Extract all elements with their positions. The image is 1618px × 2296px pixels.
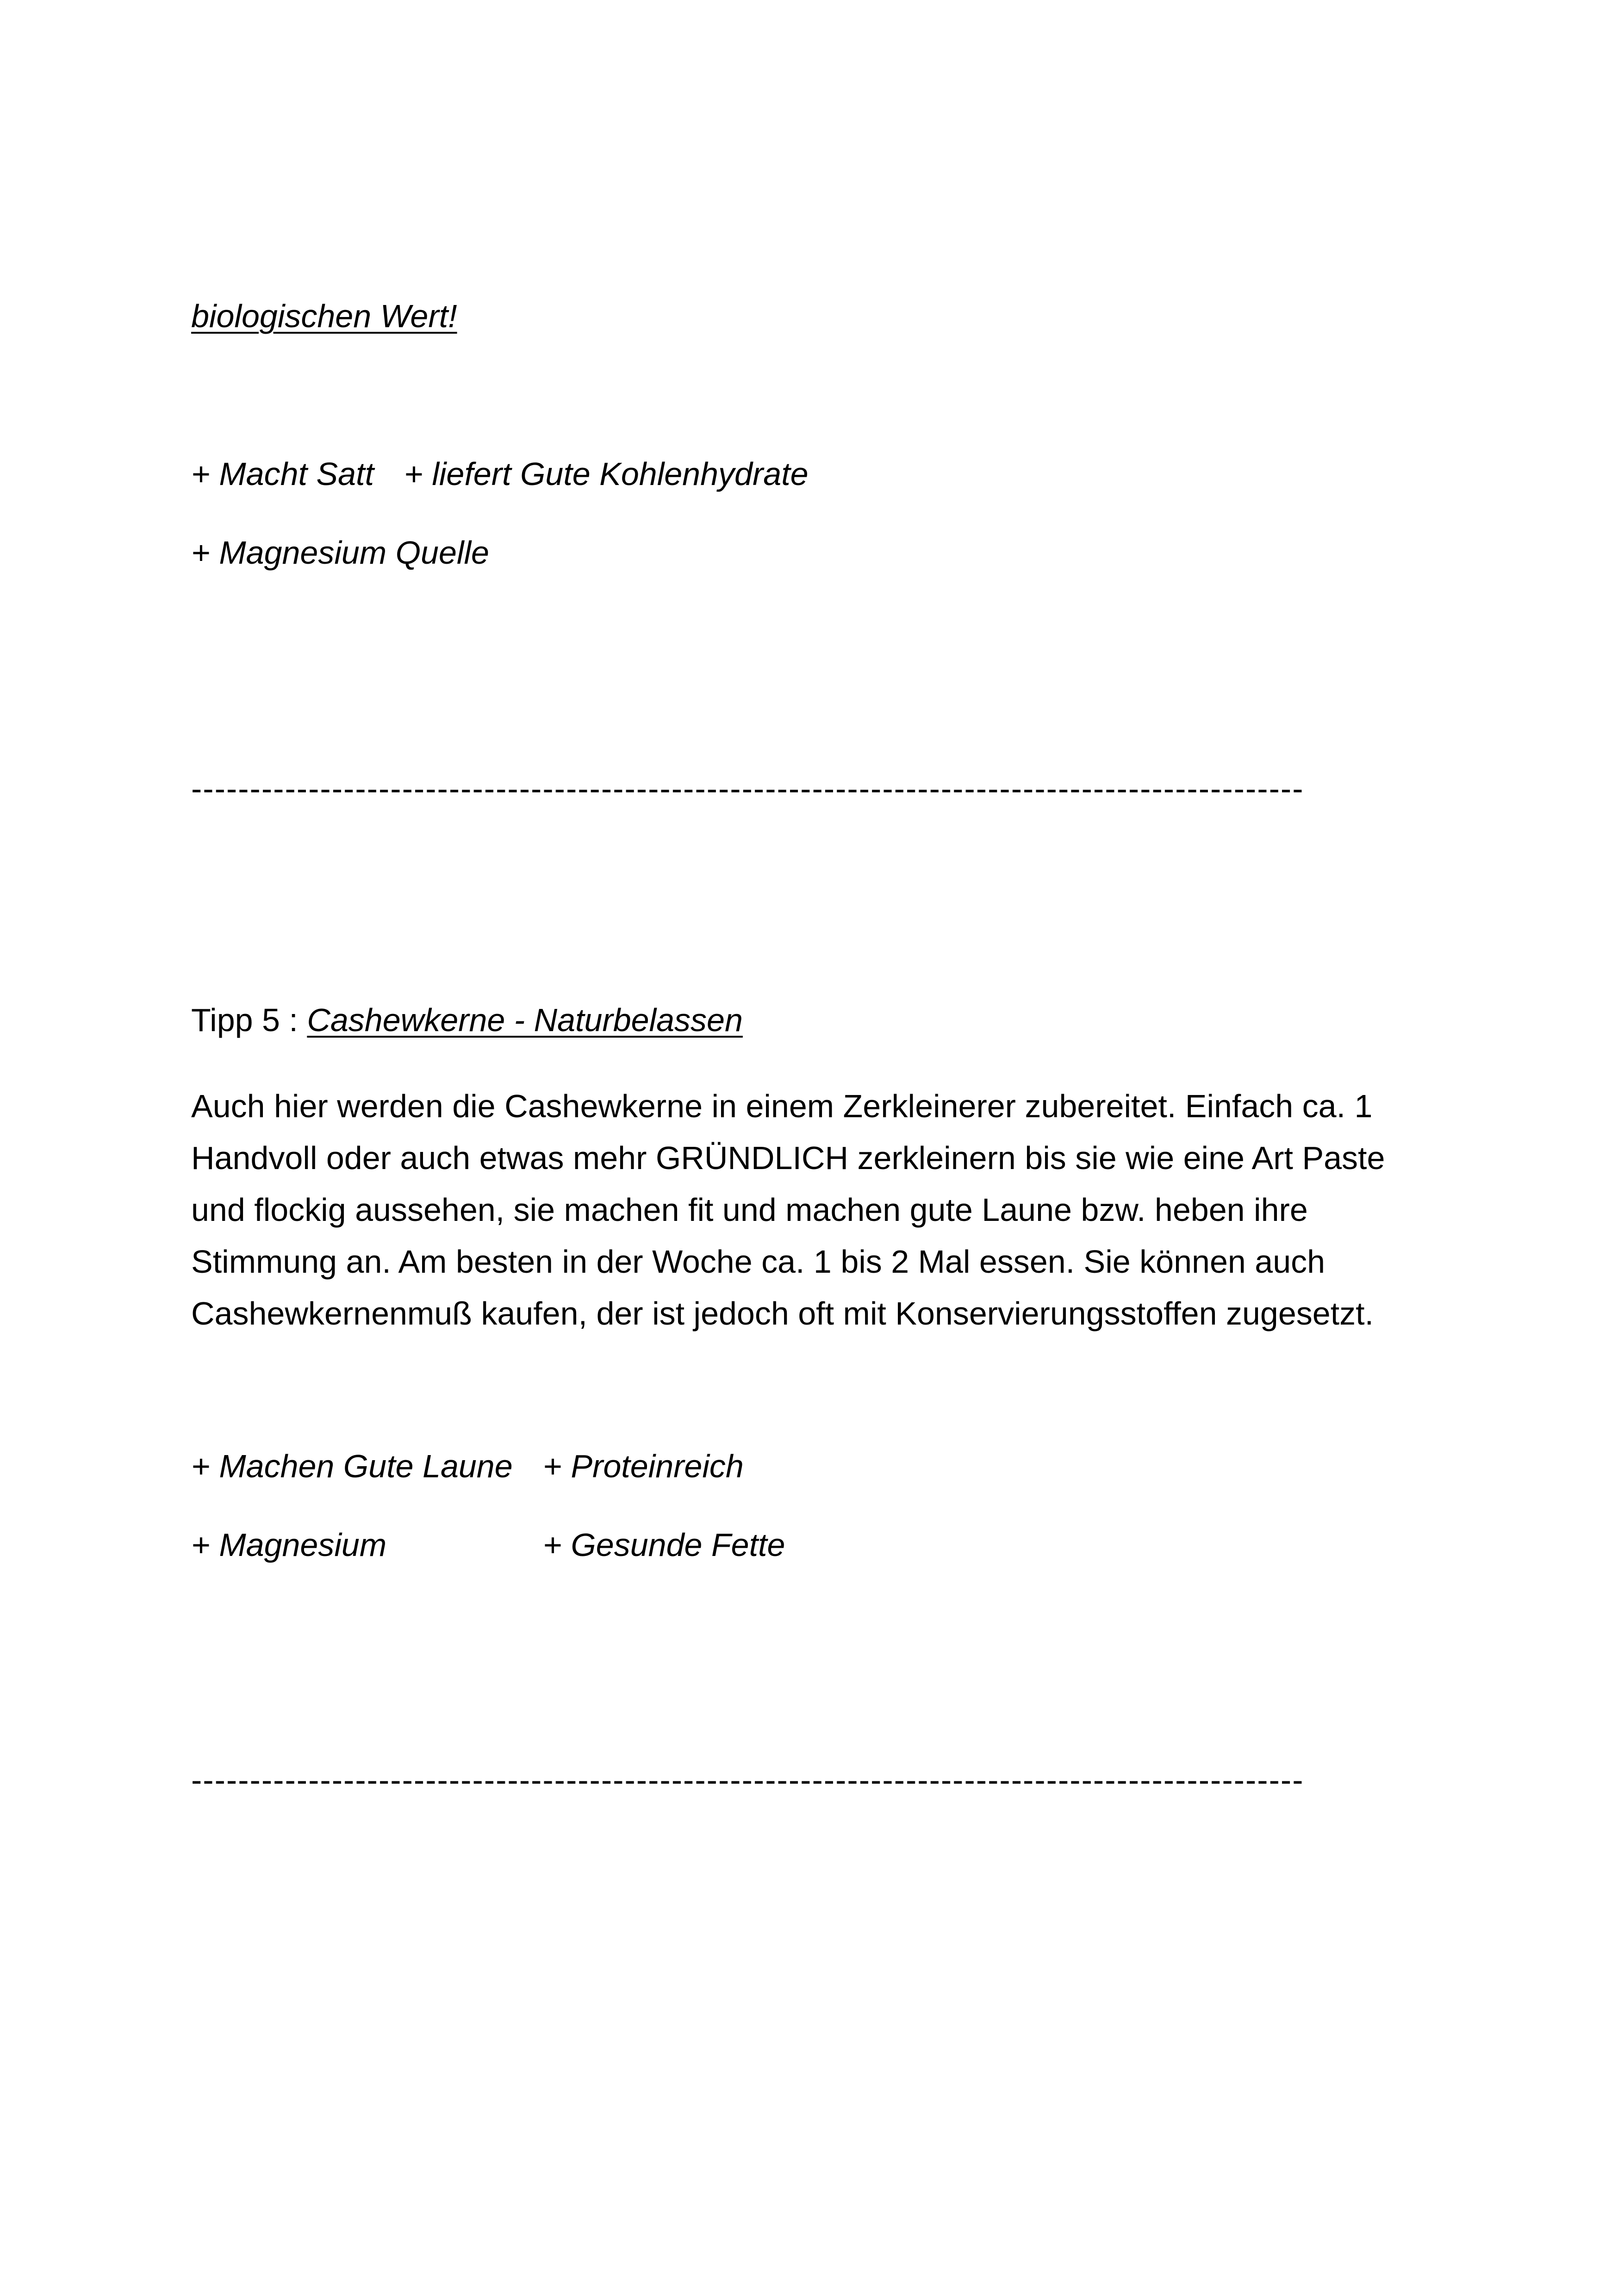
benefit-item: + liefert Gute Kohlenhydrate bbox=[404, 456, 809, 492]
benefit-item: + Magnesium Quelle bbox=[191, 535, 489, 571]
paragraph-line: Auch hier werden die Cashewkerne in einem Zerkleinerer zubereitet. Einfach ca. 1 bbox=[191, 1088, 1373, 1124]
benefit-item: + Machen Gute Laune bbox=[191, 1448, 513, 1484]
benefit-item: + Macht Satt bbox=[191, 456, 374, 492]
paragraph-line: Handvoll oder auch etwas mehr GRÜNDLICH zerkleinern bis sie wie eine Art Paste bbox=[191, 1140, 1385, 1176]
tip-heading bbox=[191, 994, 743, 1046]
benefit-item: + Proteinreich bbox=[543, 1448, 744, 1484]
benefits-row-3 bbox=[191, 1440, 1209, 1492]
paragraph-line: Cashewkernenmuß kaufen, der ist jedoch oft mit Konservierungsstoffen zugesetzt. bbox=[191, 1295, 1374, 1332]
benefits-row-1 bbox=[191, 448, 1209, 500]
intro-tail-text: biologischen Wert! bbox=[191, 298, 457, 334]
tip-prefix: Tipp 5 : bbox=[191, 1002, 307, 1038]
paragraph-line: und flockig aussehen, sie machen fit und machen gute Laune bzw. heben ihre bbox=[191, 1192, 1308, 1228]
paragraph-line: Stimmung an. Am besten in der Woche ca. 1 bis 2 Mal essen. Sie können auch bbox=[191, 1244, 1326, 1280]
tip-title: Cashewkerne - Naturbelassen bbox=[307, 1002, 743, 1038]
separator-line: ----------------------------------------------------------------------------------------------- bbox=[191, 1762, 1304, 1798]
separator-line: ----------------------------------------------------------------------------------------------- bbox=[191, 771, 1304, 807]
benefit-item: + Magnesium bbox=[191, 1527, 387, 1563]
benefits-row-2 bbox=[191, 527, 489, 579]
benefit-item: + Gesunde Fette bbox=[543, 1527, 785, 1563]
tip-paragraph bbox=[191, 1080, 1441, 1339]
benefits-row-4 bbox=[191, 1519, 1209, 1571]
